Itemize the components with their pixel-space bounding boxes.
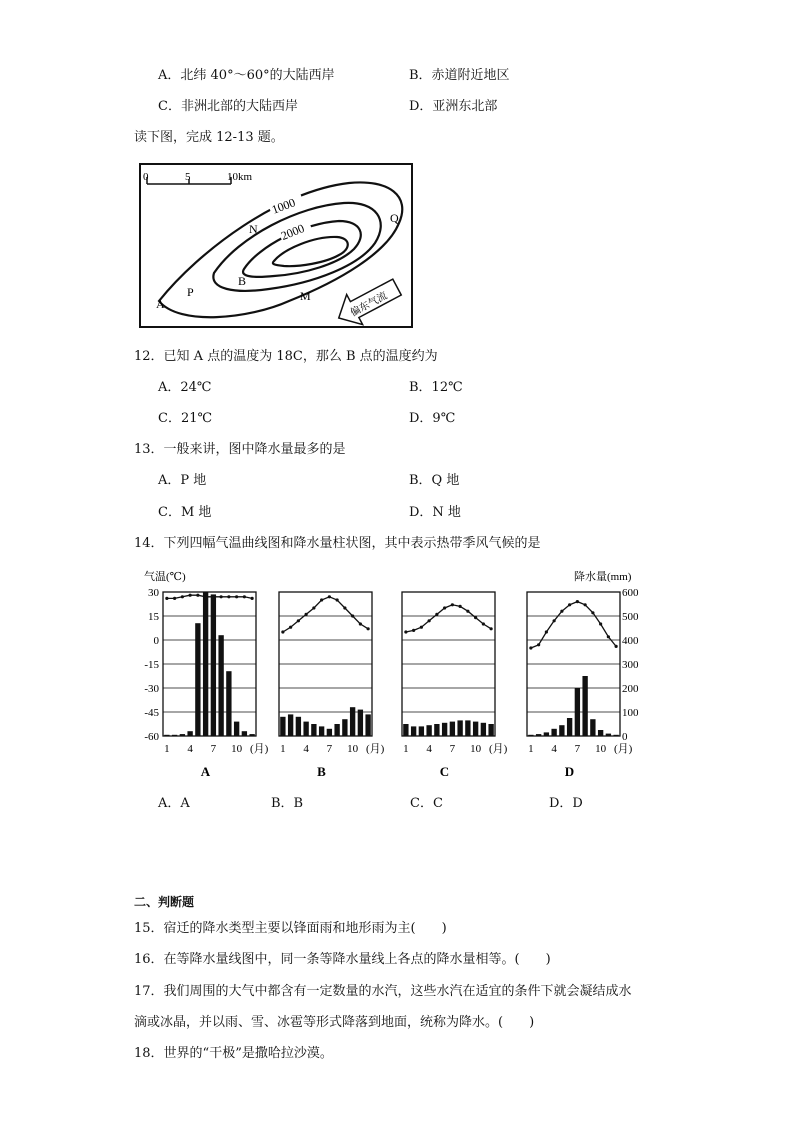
month-tick-label: 4 bbox=[551, 743, 557, 755]
precipitation-bar bbox=[288, 714, 293, 736]
temperature-point bbox=[281, 630, 284, 633]
temperature-line bbox=[283, 597, 368, 632]
month-tick-label: 10 bbox=[231, 743, 243, 755]
temperature-tick-label: -45 bbox=[144, 707, 159, 719]
precipitation-bar bbox=[358, 710, 363, 736]
precipitation-bar bbox=[582, 676, 587, 736]
temperature-tick-label: -15 bbox=[144, 659, 159, 671]
q14-stem: 14．下列四幅气温曲线图和降水量柱状图，其中表示热带季风气候的是 bbox=[134, 536, 541, 551]
precipitation-tick-label: 600 bbox=[622, 587, 639, 599]
q11-option-a: A．北纬 40°～60°的大陆西岸 bbox=[158, 68, 335, 83]
month-tick-label: 7 bbox=[210, 743, 217, 755]
scale-label-0: 0 bbox=[143, 171, 149, 183]
precipitation-bar bbox=[203, 592, 208, 736]
precipitation-bar bbox=[187, 731, 192, 736]
temperature-point bbox=[459, 605, 462, 608]
precipitation-bar bbox=[242, 731, 247, 736]
temperature-point bbox=[490, 627, 493, 630]
month-tick-label: 7 bbox=[449, 743, 456, 755]
point-m-label: M bbox=[300, 289, 311, 303]
temperature-line bbox=[531, 602, 616, 648]
temperature-point bbox=[576, 600, 579, 603]
precipitation-bar bbox=[303, 722, 308, 736]
scale-label-5: 5 bbox=[185, 171, 191, 183]
precipitation-bar bbox=[211, 594, 216, 736]
temperature-point bbox=[351, 614, 354, 617]
panel-name-label: C bbox=[439, 764, 450, 779]
month-tick-label: 1 bbox=[403, 743, 409, 755]
precipitation-bar bbox=[195, 623, 200, 736]
point-q-label: Q bbox=[390, 211, 399, 225]
temperature-point bbox=[243, 595, 246, 598]
climate-charts bbox=[130, 565, 650, 785]
temperature-point bbox=[428, 619, 431, 622]
temperature-tick-label: -30 bbox=[144, 683, 159, 695]
precipitation-bar bbox=[296, 717, 301, 736]
precipitation-bar bbox=[457, 720, 462, 736]
temperature-point bbox=[443, 606, 446, 609]
precipitation-bar bbox=[249, 734, 254, 736]
precipitation-bar bbox=[598, 730, 603, 736]
temperature-point bbox=[420, 626, 423, 629]
month-tick-label: 7 bbox=[326, 743, 333, 755]
temperature-point bbox=[560, 610, 563, 613]
month-tick-label: 1 bbox=[280, 743, 286, 755]
month-tick-label: 1 bbox=[528, 743, 534, 755]
intro-12-13: 读下图，完成 12-13 题。 bbox=[134, 130, 284, 145]
section-2-heading: 二、判断题 bbox=[134, 895, 195, 909]
month-tick-label: 4 bbox=[426, 743, 432, 755]
precipitation-bar bbox=[319, 726, 324, 736]
temperature-point bbox=[289, 626, 292, 629]
precipitation-bar bbox=[473, 722, 478, 736]
panel-name-label: A bbox=[200, 764, 211, 779]
temperature-point bbox=[599, 622, 602, 625]
q12-option-c: C．21℃ bbox=[158, 411, 213, 426]
precipitation-bar bbox=[575, 688, 580, 736]
precipitation-bar bbox=[544, 732, 549, 736]
q12-option-b: B．12℃ bbox=[409, 380, 463, 395]
precipitation-bar bbox=[411, 726, 416, 736]
temperature-point bbox=[328, 595, 331, 598]
precipitation-bar bbox=[528, 735, 533, 736]
temperature-point bbox=[196, 594, 199, 597]
precipitation-bar bbox=[311, 724, 316, 736]
precipitation-bar bbox=[327, 729, 332, 736]
temperature-point bbox=[235, 595, 238, 598]
precipitation-bar bbox=[280, 717, 285, 736]
temperature-point bbox=[435, 613, 438, 616]
precipitation-bar bbox=[218, 635, 223, 736]
panel-name-label: B bbox=[317, 764, 326, 779]
temperature-point bbox=[367, 627, 370, 630]
temperature-tick-label: -60 bbox=[144, 731, 159, 743]
q13-option-d: D．N 地 bbox=[409, 505, 461, 520]
point-a-label: A bbox=[156, 297, 165, 311]
month-tick-label: 1 bbox=[164, 743, 170, 755]
precipitation-bar bbox=[172, 735, 177, 736]
precipitation-bar bbox=[559, 725, 564, 736]
temperature-point bbox=[297, 619, 300, 622]
precipitation-bar bbox=[403, 724, 408, 736]
precipitation-tick-label: 500 bbox=[622, 611, 639, 623]
q17-line2: 滴或冰晶，并以雨、雪、冰雹等形式降落到地面，统称为降水。( ) bbox=[134, 1015, 535, 1030]
precipitation-bar bbox=[551, 729, 556, 736]
precipitation-tick-label: 100 bbox=[622, 707, 639, 719]
point-n-label: N bbox=[249, 222, 258, 236]
temperature-point bbox=[591, 611, 594, 614]
temperature-point bbox=[359, 622, 362, 625]
precipitation-bar bbox=[450, 722, 455, 736]
month-tick-label: 4 bbox=[303, 743, 309, 755]
q16: 16．在等降水量线图中，同一条等降水量线上各点的降水量相等。( ) bbox=[134, 952, 551, 967]
month-tick-label: 7 bbox=[574, 743, 581, 755]
q15: 15．宿迁的降水类型主要以锋面雨和地形雨为主( ) bbox=[134, 921, 447, 936]
temperature-point bbox=[482, 622, 485, 625]
q12-stem: 12．已知 A 点的温度为 18C，那么 B 点的温度约为 bbox=[134, 349, 438, 364]
temperature-tick-label: 0 bbox=[153, 635, 159, 647]
precipitation-bar bbox=[481, 723, 486, 736]
precipitation-bar bbox=[419, 726, 424, 736]
precipitation-bar bbox=[567, 718, 572, 736]
q18: 18．世界的“干极”是撒哈拉沙漠。 bbox=[134, 1046, 333, 1061]
temperature-axis-label: 气温(℃) bbox=[144, 571, 186, 583]
precipitation-tick-label: 200 bbox=[622, 683, 639, 695]
temperature-point bbox=[537, 643, 540, 646]
contour-label-1000: 1000 bbox=[269, 195, 298, 217]
month-tick-label: 4 bbox=[187, 743, 193, 755]
precipitation-bar bbox=[426, 725, 431, 736]
temperature-point bbox=[181, 595, 184, 598]
q12-option-a: A．24℃ bbox=[158, 380, 212, 395]
precipitation-bar bbox=[465, 720, 470, 736]
precipitation-bar bbox=[488, 724, 493, 736]
temperature-point bbox=[553, 619, 556, 622]
temperature-point bbox=[529, 646, 532, 649]
q13-stem: 13．一般来讲，图中降水量最多的是 bbox=[134, 442, 346, 457]
temperature-point bbox=[568, 603, 571, 606]
month-tick-label: 10 bbox=[347, 743, 359, 755]
temperature-point bbox=[212, 595, 215, 598]
temperature-point bbox=[607, 635, 610, 638]
month-unit-label: (月) bbox=[489, 743, 508, 755]
q11-option-c: C．非洲北部的大陆西岸 bbox=[158, 99, 298, 114]
q14-option-a: A．A bbox=[158, 796, 190, 811]
q17-line1: 17．我们周围的大气中都含有一定数量的水汽，这些水汽在适宜的条件下就会凝结成水 bbox=[134, 984, 632, 999]
q13-option-a: A．P 地 bbox=[158, 473, 207, 488]
precipitation-tick-label: 400 bbox=[622, 635, 639, 647]
month-tick-label: 10 bbox=[595, 743, 607, 755]
scale-label-10km: 10km bbox=[227, 171, 253, 183]
precipitation-bar bbox=[164, 735, 169, 736]
q13-option-c: C．M 地 bbox=[158, 505, 212, 520]
precipitation-bar bbox=[606, 734, 611, 736]
temperature-tick-label: 15 bbox=[148, 611, 159, 623]
temperature-point bbox=[412, 629, 415, 632]
precipitation-bar bbox=[365, 714, 370, 736]
precipitation-bar bbox=[442, 723, 447, 736]
precipitation-bar bbox=[613, 735, 618, 736]
temperature-point bbox=[336, 598, 339, 601]
precipitation-tick-label: 0 bbox=[622, 731, 628, 743]
precipitation-bar bbox=[536, 734, 541, 736]
precipitation-bar bbox=[180, 734, 185, 736]
temperature-point bbox=[404, 630, 407, 633]
q14-option-c: C．C bbox=[410, 796, 443, 811]
q11-option-d: D．亚洲东北部 bbox=[409, 99, 498, 114]
month-tick-label: 10 bbox=[470, 743, 482, 755]
temperature-point bbox=[189, 594, 192, 597]
precipitation-bar bbox=[590, 719, 595, 736]
temperature-line bbox=[406, 605, 491, 632]
temperature-point bbox=[320, 598, 323, 601]
precipitation-bar bbox=[334, 724, 339, 736]
temperature-point bbox=[451, 603, 454, 606]
temperature-point bbox=[466, 610, 469, 613]
temperature-point bbox=[251, 597, 254, 600]
precipitation-bar bbox=[342, 719, 347, 736]
temperature-point bbox=[474, 616, 477, 619]
q13-option-b: B．Q 地 bbox=[409, 473, 460, 488]
q14-option-d: D．D bbox=[549, 796, 583, 811]
temperature-point bbox=[343, 606, 346, 609]
q12-option-d: D．9℃ bbox=[409, 411, 456, 426]
q14-option-b: B．B bbox=[271, 796, 304, 811]
precipitation-bar bbox=[226, 671, 231, 736]
temperature-point bbox=[204, 595, 207, 598]
q11-option-b: B．赤道附近地区 bbox=[409, 68, 510, 83]
month-unit-label: (月) bbox=[250, 743, 269, 755]
temperature-point bbox=[545, 630, 548, 633]
contour-label-2000: 2000 bbox=[278, 221, 307, 244]
temperature-point bbox=[312, 606, 315, 609]
panel-name-label: D bbox=[564, 764, 575, 779]
precipitation-bar bbox=[350, 707, 355, 736]
point-p-label: P bbox=[187, 285, 194, 299]
precipitation-axis-label: 降水量(mm) bbox=[574, 571, 632, 583]
temperature-line bbox=[167, 595, 252, 598]
temperature-point bbox=[615, 645, 618, 648]
temperature-point bbox=[220, 595, 223, 598]
point-b-label: B bbox=[238, 274, 247, 288]
contour-map bbox=[139, 161, 415, 329]
temperature-point bbox=[584, 603, 587, 606]
temperature-point bbox=[305, 613, 308, 616]
precipitation-tick-label: 300 bbox=[622, 659, 639, 671]
temperature-point bbox=[165, 597, 168, 600]
precipitation-bar bbox=[234, 722, 239, 736]
temperature-point bbox=[173, 597, 176, 600]
wind-arrow-label: 偏东气流 bbox=[348, 290, 390, 319]
temperature-point bbox=[227, 595, 230, 598]
temperature-tick-label: 30 bbox=[148, 587, 159, 599]
precipitation-bar bbox=[434, 724, 439, 736]
month-unit-label: (月) bbox=[614, 743, 633, 755]
month-unit-label: (月) bbox=[366, 743, 385, 755]
